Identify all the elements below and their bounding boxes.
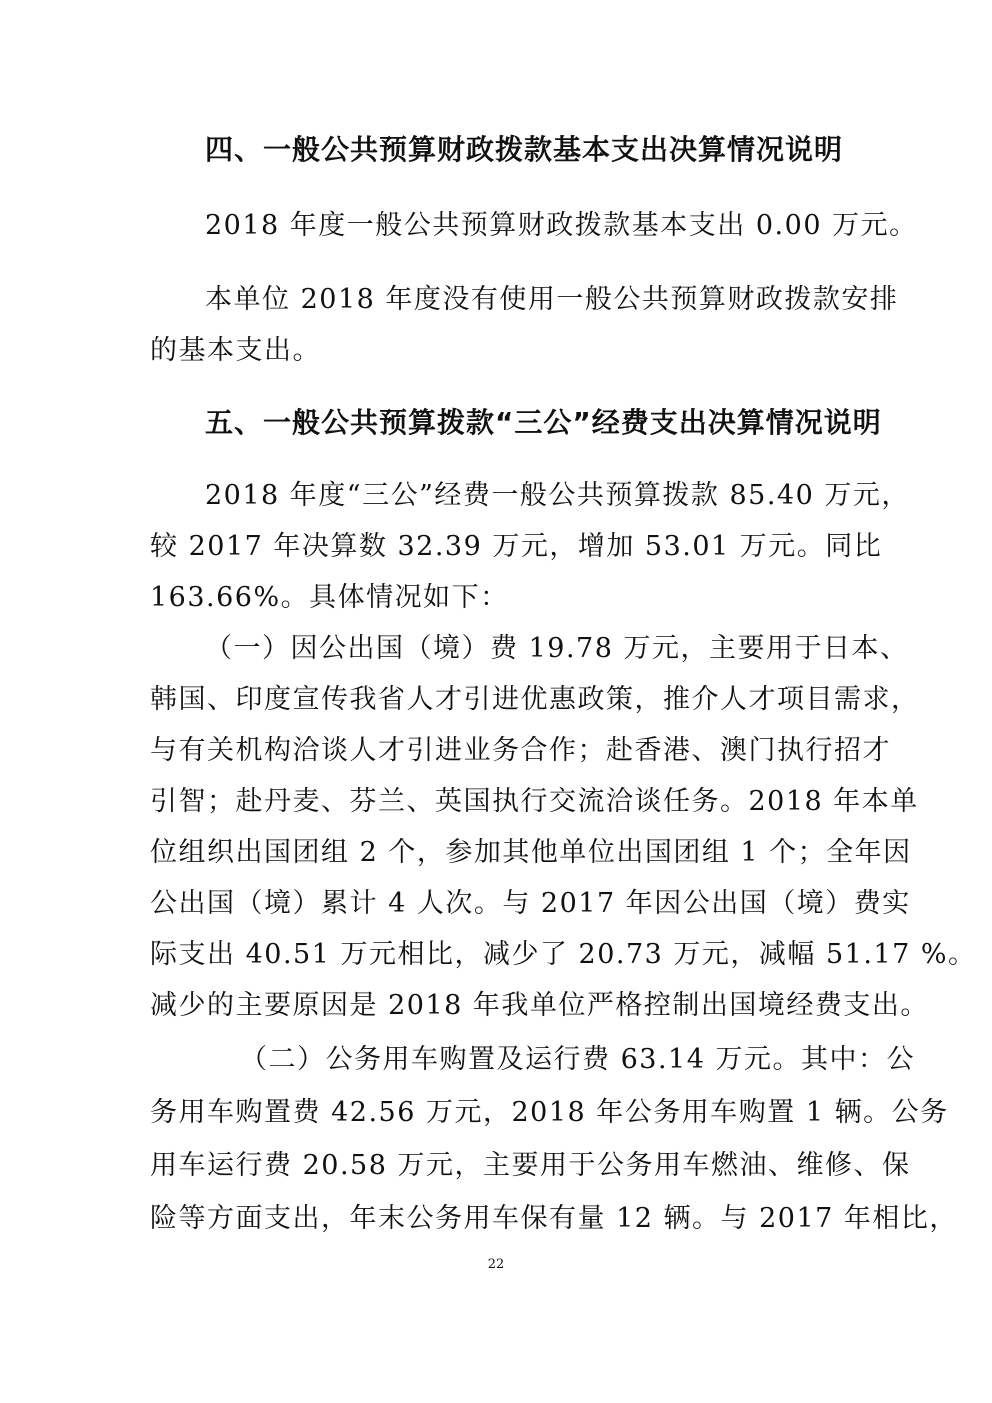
section-5-paragraph-2-line-5: 位组织出国团组 2 个，参加其他单位出国团组 1 个；全年因 bbox=[150, 837, 912, 868]
section-5-paragraph-3-line-2: 务用车购置费 42.56 万元，2018 年公务用车购置 1 辆。公务 bbox=[150, 1097, 949, 1128]
section-5-paragraph-1-line-2: 较 2017 年决算数 32.39 万元，增加 53.01 万元。同比 bbox=[150, 531, 883, 562]
section-5-paragraph-3-line-4: 险等方面支出，年末公务用车保有量 12 辆。与 2017 年相比， bbox=[150, 1203, 958, 1234]
section-5-paragraph-3-line-1: （二）公务用车购置及运行费 63.14 万元。其中：公 bbox=[240, 1044, 915, 1075]
section-4-paragraph-2-line-2: 的基本支出。 bbox=[150, 335, 321, 366]
section-5-paragraph-2-line-6: 公出国（境）累计 4 人次。与 2017 年因公出国（境）费实 bbox=[150, 888, 911, 919]
section-5-paragraph-2-line-1: （一）因公出国（境）费 19.78 万元，主要用于日本、 bbox=[205, 633, 909, 664]
section-4-heading: 四、一般公共预算财政拨款基本支出决算情况说明 bbox=[205, 133, 844, 166]
section-5-paragraph-3-line-3: 用车运行费 20.58 万元，主要用于公务用车燃油、维修、保 bbox=[150, 1150, 911, 1181]
section-5-paragraph-1-line-1: 2018 年度“三公”经费一般公共预算拨款 85.40 万元， bbox=[205, 480, 910, 511]
section-5-paragraph-2-line-2: 韩国、印度宣传我省人才引进优惠政策，推介人才项目需求， bbox=[150, 684, 920, 715]
section-5-paragraph-1-line-3: 163.66%。具体情况如下： bbox=[150, 582, 509, 613]
section-5-paragraph-2-line-7: 际支出 40.51 万元相比，减少了 20.73 万元，减幅 51.17 %。 bbox=[150, 939, 977, 970]
section-4-paragraph-2-line-1: 本单位 2018 年度没有使用一般公共预算财政拨款安排 bbox=[205, 284, 899, 315]
section-5-heading: 五、一般公共预算拨款“三公”经费支出决算情况说明 bbox=[205, 406, 882, 439]
page-number: 22 bbox=[487, 1257, 505, 1272]
section-5-paragraph-2-line-4: 引智；赴丹麦、芬兰、英国执行交流洽谈任务。2018 年本单 bbox=[150, 786, 919, 817]
section-4-paragraph-1: 2018 年度一般公共预算财政拨款基本支出 0.00 万元。 bbox=[205, 210, 918, 241]
section-5-paragraph-2-line-3: 与有关机构洽谈人才引进业务合作；赴香港、澳门执行招才 bbox=[150, 735, 891, 766]
section-5-paragraph-2-line-8: 减少的主要原因是 2018 年我单位严格控制出国境经费支出。 bbox=[150, 990, 929, 1021]
